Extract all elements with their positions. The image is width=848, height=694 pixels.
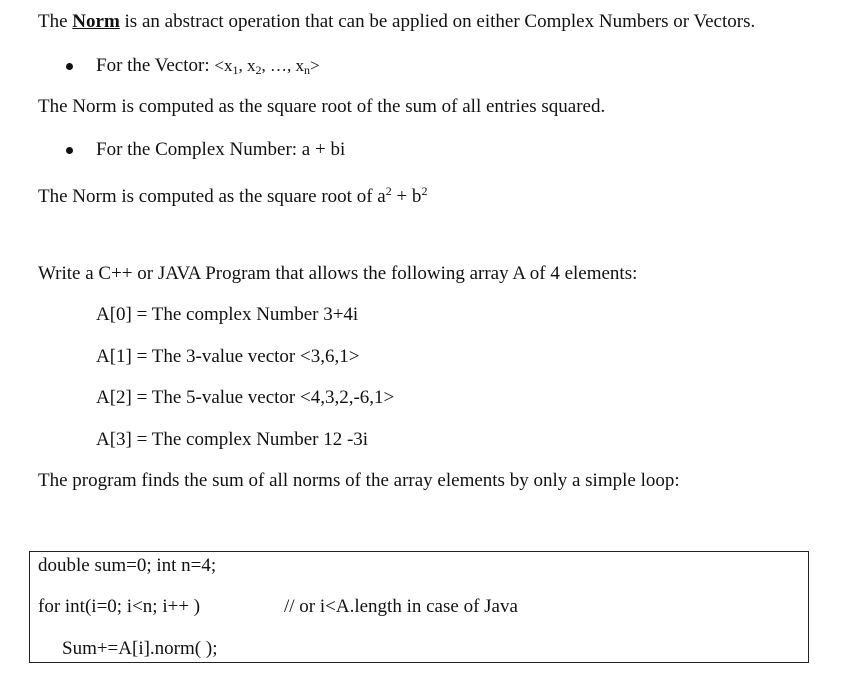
array-item: A[0] = The complex Number 3+4i	[96, 304, 359, 325]
code-line-2: for int(i=0; i<n; i++ )	[38, 596, 201, 617]
exponent-b: 2	[421, 184, 428, 198]
complex-bullet: For the Complex Number: a + bi	[96, 139, 346, 160]
vector-label: For the Vector:	[96, 55, 215, 76]
array-item: A[3] = The complex Number 12 -3i	[96, 429, 369, 450]
vector-sub-n: n	[303, 63, 310, 77]
vector-description: The Norm is computed as the square root of the sum of all entries squared.	[38, 96, 606, 117]
complex-desc-middle: + b	[391, 186, 422, 207]
array-item: A[1] = The 3-value vector <3,6,1>	[96, 346, 360, 367]
code-comment: // or i<A.length in case of Java	[284, 596, 518, 617]
bullet-icon	[66, 63, 73, 70]
vector-open: <	[214, 56, 224, 75]
vector-sep-2: , …,	[261, 56, 296, 75]
vector-x1: x	[223, 56, 233, 75]
task-intro: Write a C++ or JAVA Program that allows the following array A of 4 elements:	[38, 263, 638, 284]
code-line-1: double sum=0; int n=4;	[38, 555, 217, 576]
intro-line	[38, 11, 755, 33]
vector-sub-1: 1	[232, 63, 239, 77]
intro-suffix: is an abstract operation that can be applied on either Complex Numbers or Vectors.	[119, 11, 756, 32]
exponent-a: 2	[385, 184, 392, 198]
complex-description	[38, 180, 427, 208]
code-line-3: Sum+=A[i].norm( );	[62, 638, 218, 659]
vector-sub-2: 2	[255, 63, 262, 77]
intro-prefix: The	[38, 11, 73, 32]
array-item: A[2] = The 5-value vector <4,3,2,-6,1>	[96, 387, 395, 408]
vector-close: >	[309, 56, 320, 75]
loop-description: The program finds the sum of all norms of the array elements by only a simple loop:	[38, 470, 680, 491]
complex-desc-prefix: The Norm is computed as the square root of a	[38, 186, 386, 207]
norm-term: Norm	[72, 11, 120, 32]
bullet-icon	[66, 147, 73, 154]
vector-sep-1: ,	[238, 56, 247, 75]
vector-x2: x	[246, 56, 256, 75]
vector-xn: x	[295, 56, 304, 75]
vector-bullet	[96, 55, 320, 81]
